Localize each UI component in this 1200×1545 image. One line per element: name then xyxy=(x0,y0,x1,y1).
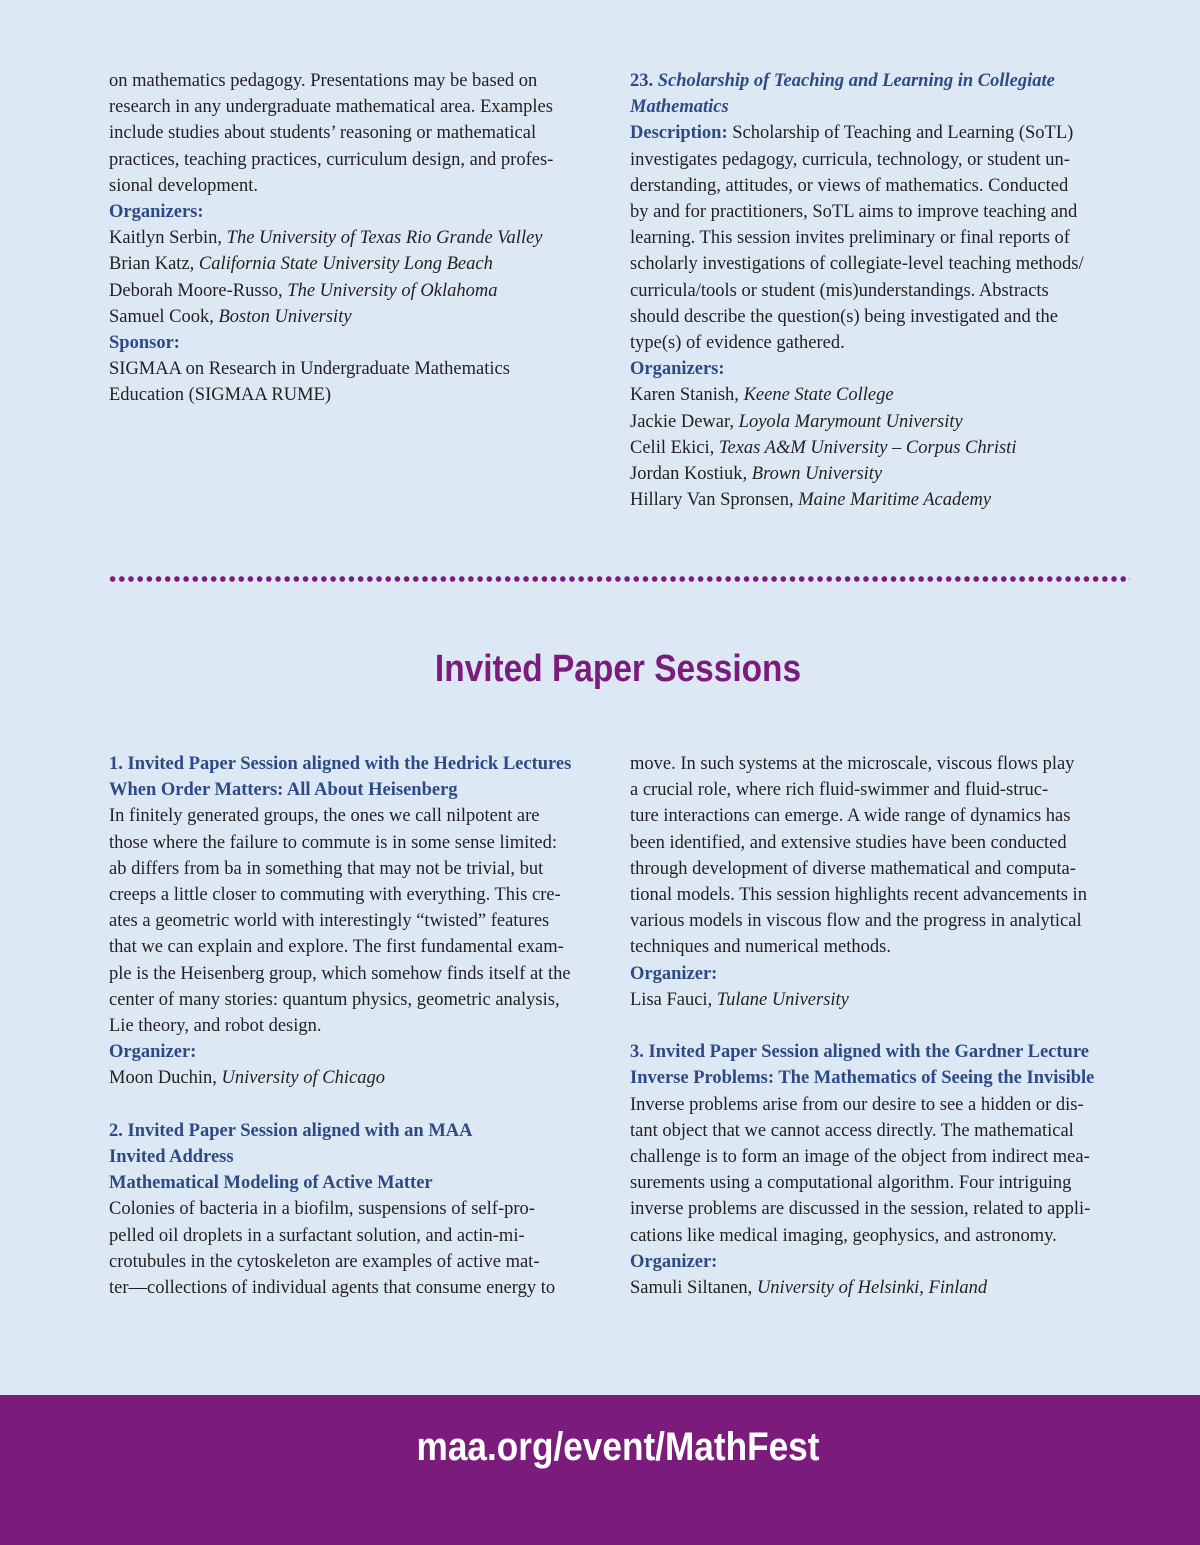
session-heading: 2. Invited Paper Session aligned with an MAA xyxy=(109,1120,473,1141)
description-label: Description: xyxy=(630,123,728,144)
organizer-entry xyxy=(630,382,1130,408)
body-line: curricula/tools or student (mis)understandings. Abstracts xyxy=(630,280,1049,301)
organizer-affiliation: Tulane University xyxy=(716,989,849,1010)
organizer-name: Karen Stanish, xyxy=(630,385,744,406)
organizer-affiliation: University of Helsinki, Finland xyxy=(756,1278,988,1299)
organizer-affiliation: University of Chicago xyxy=(221,1068,385,1089)
body-line: ture interactions can emerge. A wide range of dynamics has xyxy=(630,806,1071,827)
sponsor-line: SIGMAA on Research in Undergraduate Mathematics xyxy=(109,359,510,380)
body-line: Inverse problems arise from our desire to see a hidden or dis- xyxy=(630,1094,1084,1115)
footer-url-link[interactable]: maa.org/event/MathFest xyxy=(416,1425,820,1469)
organizer-entry xyxy=(109,251,609,277)
organizer-entry xyxy=(109,278,609,304)
organizer-affiliation: Boston University xyxy=(218,306,352,327)
body-line: tional models. This session highlights recent advancements in xyxy=(630,885,1087,906)
body-line: on mathematics pedagogy. Presentations may be based on xyxy=(109,71,538,91)
organizer-label: Organizer: xyxy=(109,1042,197,1063)
organizer-name: Kaitlyn Serbin, xyxy=(109,228,227,249)
organizer-name: Jackie Dewar, xyxy=(630,411,739,432)
body-line: move. In such systems at the microscale, viscous flows play xyxy=(630,754,1075,774)
organizer-affiliation: The University of Texas Rio Grande Valley xyxy=(226,228,543,249)
body-line: ple is the Heisenberg group, which somehow finds itself at the xyxy=(109,963,571,984)
body-line: learning. This session invites preliminary or final reports of xyxy=(630,228,1070,249)
body-line: Lie theory, and robot design. xyxy=(109,1016,322,1037)
body-line: scholarly investigations of collegiate-level teaching methods/ xyxy=(630,254,1084,275)
body-line: challenge is to form an image of the object from indirect mea- xyxy=(630,1147,1090,1168)
organizer-entry xyxy=(109,304,609,330)
body-line: type(s) of evidence gathered. xyxy=(630,333,845,354)
session-heading: Mathematical Modeling of Active Matter xyxy=(109,1173,433,1194)
body-line: surements using a computational algorithm. Four intriguing xyxy=(630,1173,1072,1194)
organizer-label: Organizer: xyxy=(630,1251,718,1272)
session-heading: Inverse Problems: The Mathematics of Seeing the Invisible xyxy=(630,1068,1095,1089)
organizer-entry xyxy=(630,1275,1130,1301)
sponsor-label: Sponsor: xyxy=(109,333,180,354)
organizer-name: Samuel Cook, xyxy=(109,306,219,327)
body-line: creeps a little closer to commuting with everything. This cre- xyxy=(109,885,561,906)
body-line: through development of diverse mathematical and computa- xyxy=(630,858,1076,879)
session-title: Scholarship of Teaching and Learning in Collegiate xyxy=(657,71,1055,91)
body-line: derstanding, attitudes, or views of mathematics. Conducted xyxy=(630,175,1069,196)
organizer-affiliation: Maine Maritime Academy xyxy=(798,490,992,511)
body-line: research in any undergraduate mathematical area. Examples xyxy=(109,97,553,118)
organizer-label: Organizer: xyxy=(630,963,718,984)
section-title: Invited Paper Sessions xyxy=(434,648,802,690)
organizer-name: Lisa Fauci, xyxy=(630,989,717,1010)
sotl-session xyxy=(630,68,1130,513)
body-line: ab differs from ba in something that may not be trivial, but xyxy=(109,858,544,879)
organizer-affiliation: Brown University xyxy=(751,464,883,485)
organizer-entry xyxy=(109,1065,609,1091)
invited-sessions-right-column xyxy=(630,751,1130,1301)
body-line: by and for practitioners, SoTL aims to improve teaching and xyxy=(630,202,1078,223)
session-heading: 1. Invited Paper Session aligned with the Hedrick Lectures xyxy=(109,754,572,774)
body-line: ter—collections of individual agents that consume energy to xyxy=(109,1278,556,1299)
body-line: should describe the question(s) being investigated and the xyxy=(630,306,1058,327)
organizer-name: Brian Katz, xyxy=(109,254,199,275)
session-number: 23. xyxy=(630,71,658,91)
session-title: Mathematics xyxy=(630,97,729,118)
body-line: pelled oil droplets in a surfactant solution, and actin-mi- xyxy=(109,1225,525,1246)
body-line: inverse problems are discussed in the session, related to appli- xyxy=(630,1199,1091,1220)
body-line: Colonies of bacteria in a biofilm, suspensions of self-pro- xyxy=(109,1199,535,1220)
invited-sessions-left-column xyxy=(109,751,609,1301)
session-heading: Invited Address xyxy=(109,1147,234,1168)
body-line: techniques and numerical methods. xyxy=(630,937,891,958)
session-heading: When Order Matters: All About Heisenberg xyxy=(109,780,458,801)
rume-session-continued xyxy=(109,68,609,409)
body-line: practices, teaching practices, curriculum design, and profes- xyxy=(109,149,554,170)
organizer-name: Hillary Van Spronsen, xyxy=(630,490,799,511)
organizer-entry xyxy=(630,987,1130,1013)
organizers-label: Organizers: xyxy=(109,202,204,223)
description-first-line xyxy=(630,120,1130,146)
body-line: been identified, and extensive studies have been conducted xyxy=(630,832,1067,853)
body-line: include studies about students’ reasoning or mathematical xyxy=(109,123,537,144)
organizer-entry xyxy=(630,409,1130,435)
spacer xyxy=(109,1092,609,1118)
session-title-line xyxy=(630,68,1130,94)
session-heading: 3. Invited Paper Session aligned with the Gardner Lecture xyxy=(630,1042,1089,1063)
description-text: Scholarship of Teaching and Learning (SoTL) xyxy=(727,123,1074,144)
spacer xyxy=(630,1013,1130,1039)
organizer-affiliation: The University of Oklahoma xyxy=(287,280,498,301)
organizer-affiliation: Keene State College xyxy=(743,385,894,406)
organizer-entry xyxy=(109,225,609,251)
organizer-name: Moon Duchin, xyxy=(109,1068,222,1089)
body-line: ates a geometric world with interestingly “twisted” features xyxy=(109,911,550,932)
body-line: sional development. xyxy=(109,175,258,196)
organizers-label: Organizers: xyxy=(630,359,725,380)
body-line: tant object that we cannot access directly. The mathematical xyxy=(630,1120,1074,1141)
body-line: In finitely generated groups, the ones we call nilpotent are xyxy=(109,806,540,827)
body-line: those where the failure to commute is in some sense limited: xyxy=(109,832,558,853)
organizer-entry xyxy=(630,461,1130,487)
body-line: center of many stories: quantum physics, geometric analysis, xyxy=(109,989,560,1010)
organizer-entry xyxy=(630,487,1130,513)
organizer-affiliation: Texas A&M University – Corpus Christi xyxy=(718,437,1017,458)
body-line: various models in viscous flow and the progress in analytical xyxy=(630,911,1082,932)
dotted-divider xyxy=(108,576,1130,582)
organizer-name: Deborah Moore-Russo, xyxy=(109,280,288,301)
sponsor-line: Education (SIGMAA RUME) xyxy=(109,385,331,406)
footer-band xyxy=(0,1395,1200,1545)
body-line: crotubules in the cytoskeleton are examples of active mat- xyxy=(109,1251,540,1272)
organizer-name: Samuli Siltanen, xyxy=(630,1278,757,1299)
organizer-affiliation: Loyola Marymount University xyxy=(738,411,963,432)
body-line: investigates pedagogy, curricula, technology, or student un- xyxy=(630,149,1070,170)
body-line: that we can explain and explore. The first fundamental exam- xyxy=(109,937,564,958)
organizer-name: Jordan Kostiuk, xyxy=(630,464,752,485)
body-line: a crucial role, where rich fluid-swimmer and fluid-struc- xyxy=(630,780,1049,801)
organizer-entry xyxy=(630,435,1130,461)
organizer-name: Celil Ekici, xyxy=(630,437,719,458)
organizer-affiliation: California State University Long Beach xyxy=(198,254,493,275)
body-line: cations like medical imaging, geophysics, and astronomy. xyxy=(630,1225,1057,1246)
